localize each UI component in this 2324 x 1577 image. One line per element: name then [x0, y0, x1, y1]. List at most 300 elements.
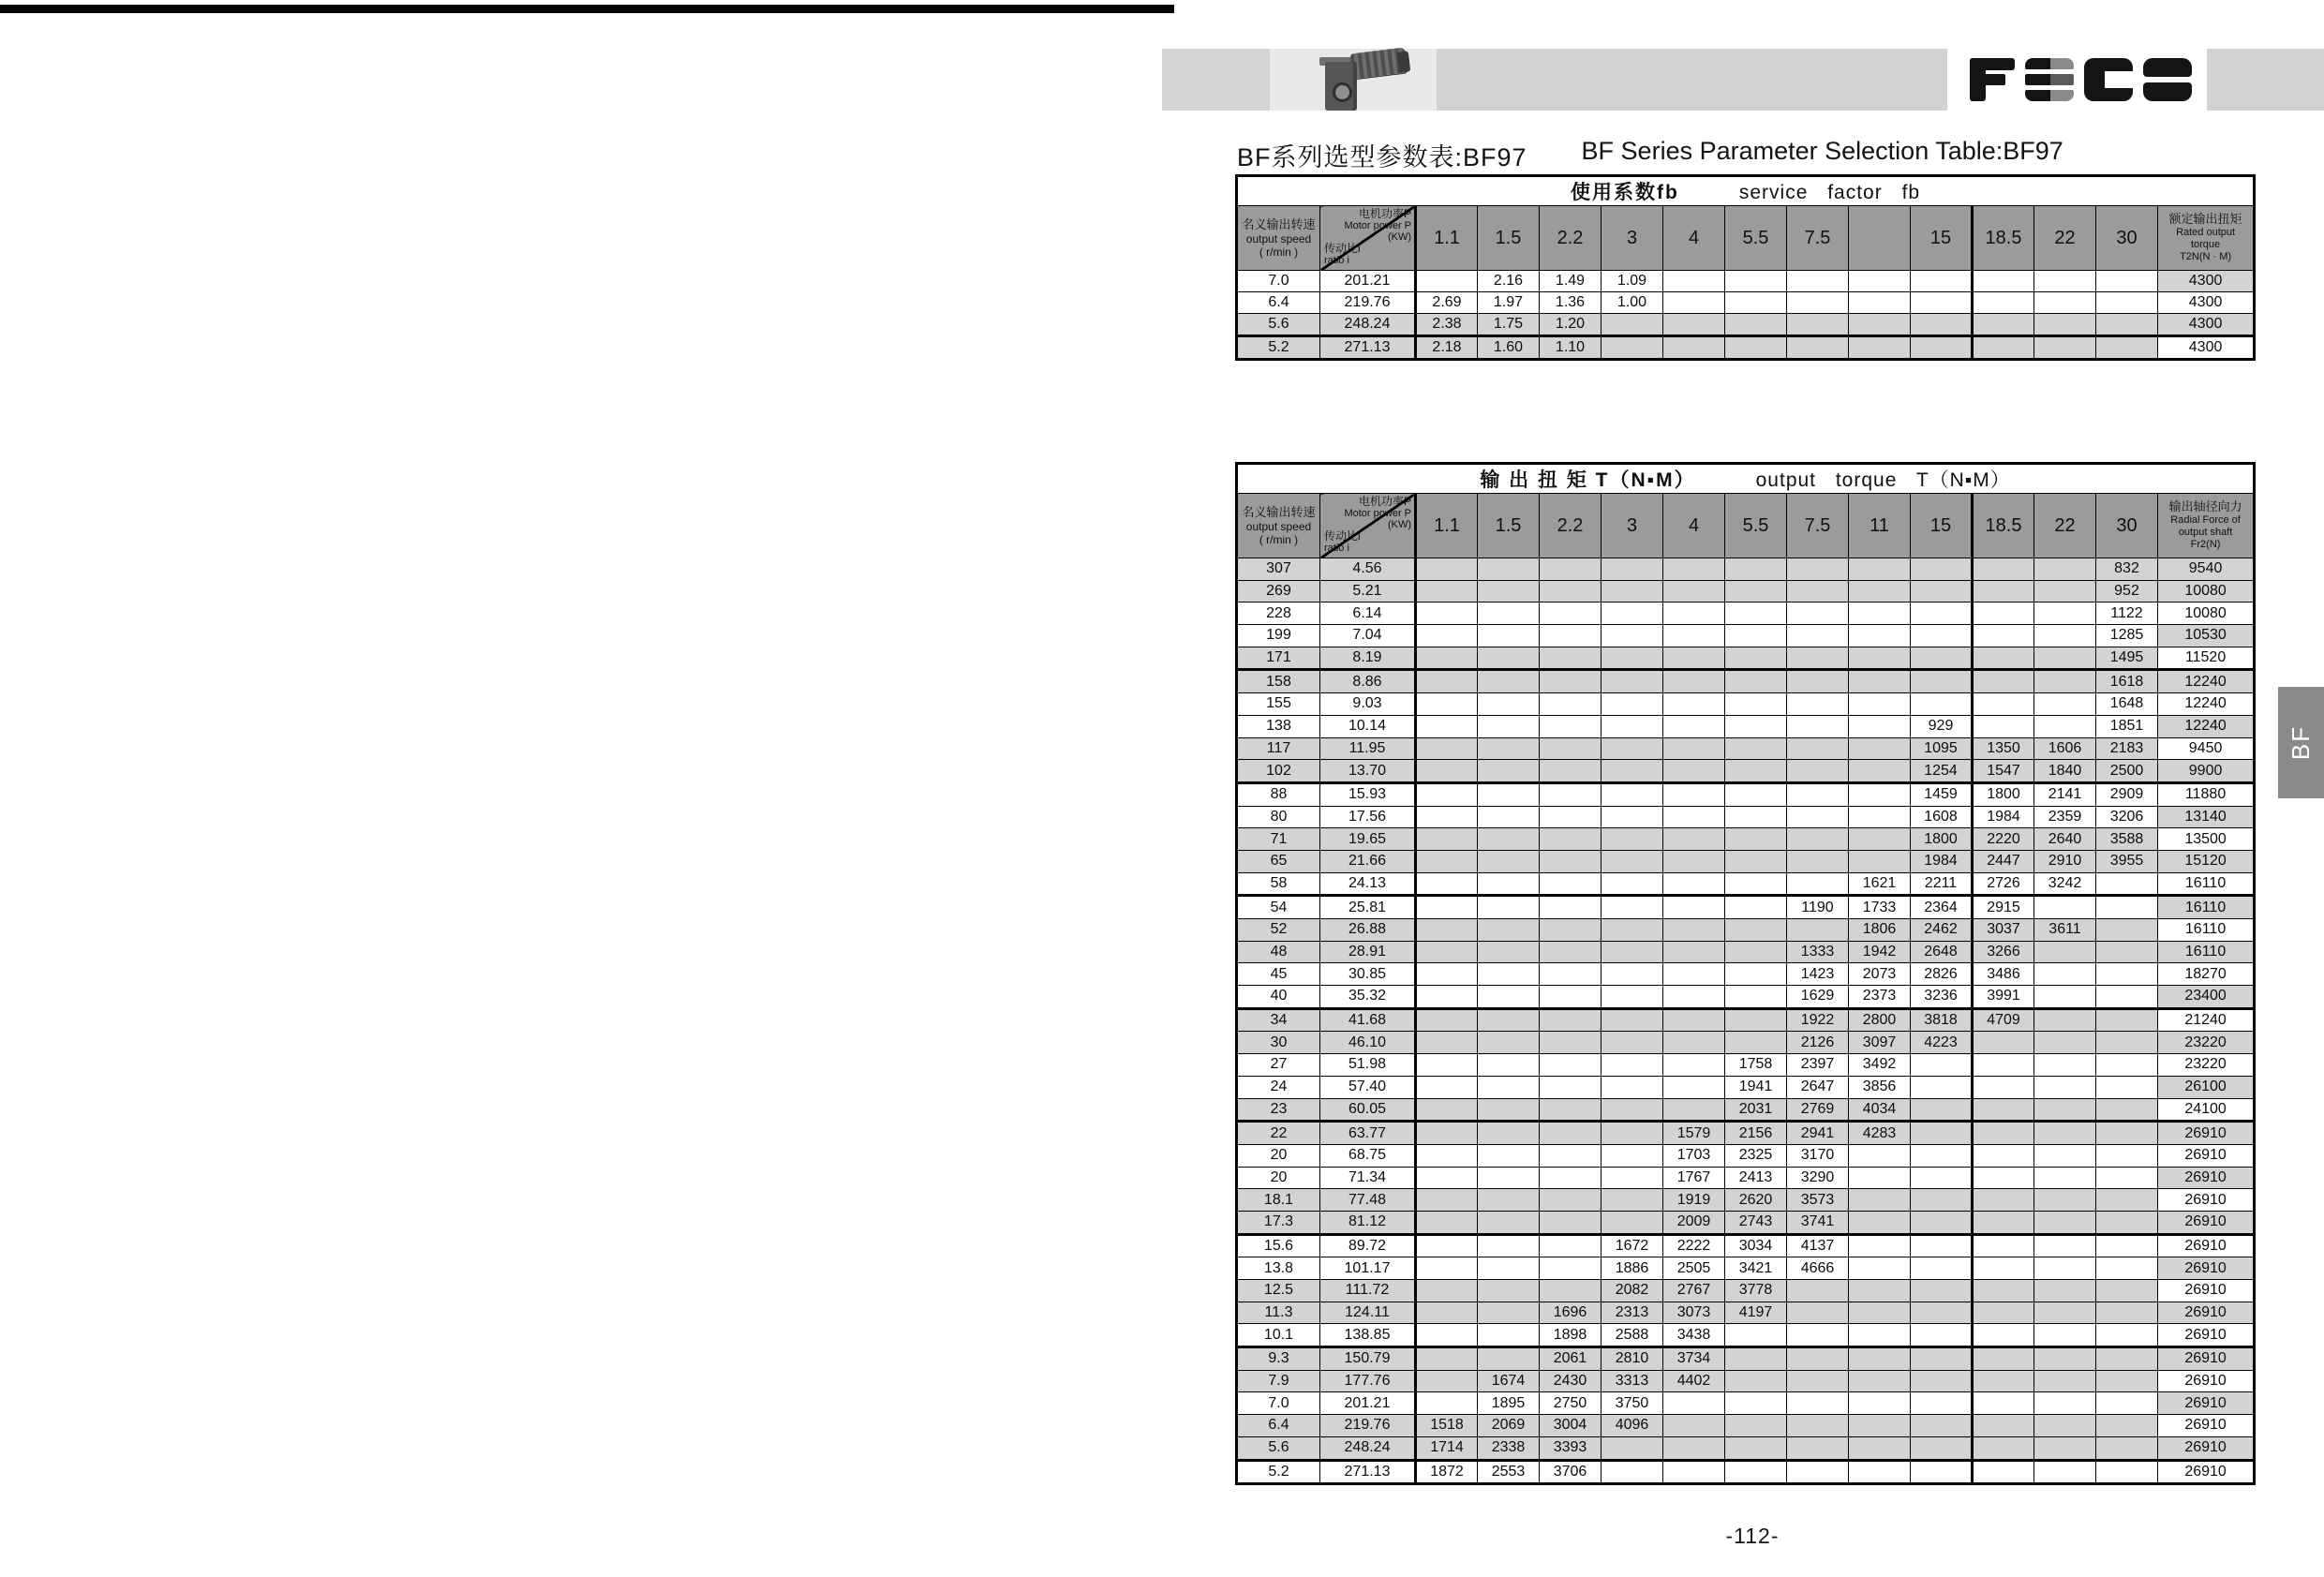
speed-cell: 102 — [1237, 760, 1320, 783]
last-value-cell: 21240 — [2158, 1008, 2255, 1032]
factor-value-cell — [1663, 1076, 1725, 1098]
speed-cell: 5.2 — [1237, 1460, 1320, 1484]
factor-value-cell — [1540, 1189, 1601, 1212]
scan-edge-artifact — [0, 5, 1174, 13]
factor-value-cell — [2034, 647, 2096, 670]
factor-value-cell — [2034, 1324, 2096, 1347]
factor-value-cell — [1416, 1280, 1478, 1302]
factor-value-cell: 3034 — [1725, 1234, 1787, 1257]
last-value-cell: 15120 — [2158, 850, 2255, 872]
factor-value-cell: 2553 — [1478, 1460, 1540, 1484]
factor-value-cell — [1849, 1460, 1911, 1484]
section-tab-label: BF — [2286, 724, 2315, 761]
speed-cell: 24 — [1237, 1076, 1320, 1098]
last-value-cell: 26910 — [2158, 1144, 2255, 1167]
feco-logo — [1970, 58, 2204, 101]
factor-value-cell: 2359 — [2034, 806, 2096, 828]
factor-value-cell: 1674 — [1478, 1370, 1540, 1392]
factor-header-5.5: 5.5 — [1725, 494, 1787, 558]
factor-value-cell — [1416, 850, 1478, 872]
factor-value-cell — [1540, 580, 1601, 603]
last-value-cell: 26910 — [2158, 1122, 2255, 1145]
factor-value-cell: 1703 — [1663, 1144, 1725, 1167]
factor-value-cell — [1601, 986, 1663, 1009]
table-row — [1237, 1370, 2255, 1392]
factor-value-cell — [1663, 647, 1725, 670]
table-row — [1237, 1347, 2255, 1371]
factor-value-cell: 1886 — [1601, 1257, 1663, 1280]
factor-header-11: 11 — [1849, 494, 1911, 558]
speed-cell: 65 — [1237, 850, 1320, 872]
factor-value-cell — [1478, 1324, 1540, 1347]
factor-value-cell — [1725, 558, 1787, 581]
factor-value-cell — [1478, 1054, 1540, 1077]
factor-value-cell: 3750 — [1601, 1392, 1663, 1415]
factor-value-cell: 2373 — [1849, 986, 1911, 1009]
rated-torque-header: 额定输出扭矩 Rated output torque T2N(N · M) — [2158, 206, 2255, 271]
factor-value-cell: 2.69 — [1416, 292, 1478, 314]
last-value-cell: 23220 — [2158, 1032, 2255, 1054]
factor-value-cell — [1416, 1257, 1478, 1280]
last-value-cell: 10080 — [2158, 603, 2255, 625]
factor-value-cell — [1416, 1324, 1478, 1347]
factor-value-cell: 4402 — [1663, 1370, 1725, 1392]
factor-value-cell: 3037 — [1973, 919, 2034, 942]
factor-value-cell — [1540, 850, 1601, 872]
table-row — [1237, 693, 2255, 716]
factor-value-cell: 1190 — [1787, 896, 1849, 919]
logo-letter-c — [2084, 58, 2133, 101]
speed-cell: 269 — [1237, 580, 1320, 603]
table-row — [1237, 1008, 2255, 1032]
factor-value-cell: 2430 — [1540, 1370, 1601, 1392]
factor-value-cell — [1911, 603, 1973, 625]
factor-value-cell — [1911, 1054, 1973, 1077]
factor-value-cell — [1416, 1189, 1478, 1212]
factor-value-cell — [1478, 737, 1540, 760]
last-value-cell: 16110 — [2158, 919, 2255, 942]
last-value-cell: 26910 — [2158, 1234, 2255, 1257]
factor-value-cell — [1478, 1076, 1540, 1098]
factor-value-cell — [1973, 1460, 2034, 1484]
table-row — [1237, 1392, 2255, 1415]
factor-value-cell — [1973, 603, 2034, 625]
table-row — [1237, 558, 2255, 581]
factor-value-cell: 3991 — [1973, 986, 2034, 1009]
factor-value-cell — [2034, 715, 2096, 737]
factor-value-cell: 1941 — [1725, 1076, 1787, 1098]
factor-value-cell — [1849, 558, 1911, 581]
factor-value-cell: 1.20 — [1540, 314, 1601, 336]
factor-value-cell — [1911, 1280, 1973, 1302]
factor-value-cell — [1911, 580, 1973, 603]
factor-value-cell — [1601, 760, 1663, 783]
factor-header-1.1: 1.1 — [1416, 494, 1478, 558]
factor-value-cell: 1840 — [2034, 760, 2096, 783]
factor-value-cell — [1849, 271, 1911, 292]
table-row — [1237, 1460, 2255, 1484]
band-title-row — [1237, 176, 2255, 206]
speed-cell: 171 — [1237, 647, 1320, 670]
factor-value-cell — [1478, 580, 1540, 603]
factor-value-cell — [2096, 1032, 2158, 1054]
factor-value-cell — [2096, 1415, 2158, 1437]
factor-value-cell: 2.16 — [1478, 271, 1540, 292]
ratio-cell: 68.75 — [1320, 1144, 1416, 1167]
speed-cell: 138 — [1237, 715, 1320, 737]
factor-value-cell: 1.60 — [1478, 336, 1540, 360]
factor-value-cell — [1725, 828, 1787, 851]
factor-value-cell — [1601, 1460, 1663, 1484]
table-row — [1237, 1144, 2255, 1167]
factor-value-cell: 1579 — [1663, 1122, 1725, 1145]
factor-value-cell: 2183 — [2096, 737, 2158, 760]
factor-value-cell — [2096, 1257, 2158, 1280]
factor-value-cell: 1.00 — [1601, 292, 1663, 314]
factor-value-cell — [1725, 919, 1787, 942]
factor-value-cell — [1911, 1144, 1973, 1167]
factor-value-cell — [1973, 314, 2034, 336]
factor-value-cell — [1849, 1415, 1911, 1437]
factor-value-cell — [1725, 580, 1787, 603]
factor-header-22: 22 — [2034, 494, 2096, 558]
factor-value-cell — [1478, 670, 1540, 693]
factor-value-cell — [1787, 715, 1849, 737]
factor-value-cell — [1973, 625, 2034, 647]
factor-value-cell — [1787, 580, 1849, 603]
last-value-cell: 26910 — [2158, 1415, 2255, 1437]
factor-value-cell: 1984 — [1911, 850, 1973, 872]
factor-value-cell: 3856 — [1849, 1076, 1911, 1098]
factor-value-cell — [1663, 1098, 1725, 1122]
factor-value-cell — [1911, 336, 1973, 360]
speed-cell: 45 — [1237, 963, 1320, 986]
factor-value-cell — [2034, 693, 2096, 716]
factor-value-cell: 1.09 — [1601, 271, 1663, 292]
factor-value-cell — [1849, 580, 1911, 603]
factor-value-cell: 2941 — [1787, 1122, 1849, 1145]
factor-value-cell — [1540, 1211, 1601, 1234]
factor-value-cell — [1849, 1189, 1911, 1212]
ratio-cell: 41.68 — [1320, 1008, 1416, 1032]
factor-value-cell: 2447 — [1973, 850, 2034, 872]
ratio-cell: 51.98 — [1320, 1054, 1416, 1077]
factor-value-cell — [1911, 314, 1973, 336]
speed-cell: 48 — [1237, 941, 1320, 963]
factor-value-cell — [1787, 336, 1849, 360]
factor-value-cell — [2096, 1122, 2158, 1145]
factor-value-cell — [1663, 1436, 1725, 1460]
factor-value-cell — [1787, 314, 1849, 336]
factor-value-cell: 3818 — [1911, 1008, 1973, 1032]
factor-value-cell — [1540, 806, 1601, 828]
speed-cell: 11.3 — [1237, 1302, 1320, 1324]
factor-value-cell — [1973, 647, 2034, 670]
factor-value-cell — [2096, 1370, 2158, 1392]
ratio-cell: 19.65 — [1320, 828, 1416, 851]
factor-value-cell — [1478, 806, 1540, 828]
factor-value-cell: 2640 — [2034, 828, 2096, 851]
factor-value-cell — [2096, 1436, 2158, 1460]
factor-value-cell — [2096, 1167, 2158, 1189]
factor-value-cell — [2034, 314, 2096, 336]
speed-cell: 88 — [1237, 782, 1320, 806]
factor-value-cell — [1416, 1211, 1478, 1234]
speed-cell: 7.9 — [1237, 1370, 1320, 1392]
factor-value-cell — [2096, 1054, 2158, 1077]
factor-value-cell — [2096, 1189, 2158, 1212]
factor-value-cell — [1787, 1436, 1849, 1460]
factor-value-cell: 2073 — [1849, 963, 1911, 986]
factor-value-cell — [1849, 1370, 1911, 1392]
factor-value-cell — [1601, 850, 1663, 872]
factor-value-cell: 4709 — [1973, 1008, 2034, 1032]
factor-value-cell — [1478, 1347, 1540, 1371]
factor-value-cell — [2096, 336, 2158, 360]
speed-cell: 22 — [1237, 1122, 1320, 1145]
factor-value-cell: 2767 — [1663, 1280, 1725, 1302]
table-row — [1237, 1211, 2255, 1234]
last-value-cell: 26910 — [2158, 1436, 2255, 1460]
factor-value-cell — [1911, 1392, 1973, 1415]
factor-value-cell — [1416, 760, 1478, 783]
factor-value-cell — [1973, 1032, 2034, 1054]
factor-value-cell — [1540, 1008, 1601, 1032]
factor-value-cell — [1416, 1392, 1478, 1415]
factor-value-cell: 1.36 — [1540, 292, 1601, 314]
factor-value-cell: 1767 — [1663, 1167, 1725, 1189]
factor-value-cell — [1973, 1302, 2034, 1324]
factor-value-cell: 2126 — [1787, 1032, 1849, 1054]
factor-value-cell — [2034, 896, 2096, 919]
factor-value-cell: 2220 — [1973, 828, 2034, 851]
last-value-cell: 26910 — [2158, 1347, 2255, 1371]
speed-cell: 20 — [1237, 1144, 1320, 1167]
factor-header-4: 4 — [1663, 206, 1725, 271]
factor-value-cell — [1601, 1054, 1663, 1077]
factor-value-cell — [1540, 558, 1601, 581]
factor-header-7.5: 7.5 — [1787, 206, 1849, 271]
service-factor-table-wrap — [1235, 174, 2256, 361]
factor-value-cell — [1478, 1122, 1540, 1145]
table-row — [1237, 715, 2255, 737]
table-row — [1237, 603, 2255, 625]
factor-value-cell: 1.10 — [1540, 336, 1601, 360]
table-row — [1237, 1415, 2255, 1437]
factor-value-cell: 2325 — [1725, 1144, 1787, 1167]
factor-value-cell: 3290 — [1787, 1167, 1849, 1189]
last-value-cell: 26910 — [2158, 1302, 2255, 1324]
factor-value-cell: 2.18 — [1416, 336, 1478, 360]
factor-value-cell — [2034, 1347, 2096, 1371]
factor-value-cell — [1663, 580, 1725, 603]
factor-value-cell — [1849, 314, 1911, 336]
factor-value-cell — [1601, 647, 1663, 670]
factor-value-cell — [1663, 670, 1725, 693]
factor-value-cell — [1478, 625, 1540, 647]
factor-value-cell — [1663, 1032, 1725, 1054]
factor-value-cell — [2096, 963, 2158, 986]
factor-value-cell: 2338 — [1478, 1436, 1540, 1460]
ratio-cell: 57.40 — [1320, 1076, 1416, 1098]
factor-value-cell — [1725, 737, 1787, 760]
factor-value-cell — [1478, 715, 1540, 737]
output-torque-table — [1235, 462, 2256, 1485]
factor-value-cell: 1333 — [1787, 941, 1849, 963]
factor-value-cell: 2726 — [1973, 872, 2034, 896]
factor-value-cell — [1787, 872, 1849, 896]
factor-value-cell — [1787, 737, 1849, 760]
factor-value-cell — [2034, 271, 2096, 292]
factor-header-18.5: 18.5 — [1973, 206, 2034, 271]
factor-value-cell — [1725, 941, 1787, 963]
factor-value-cell: 3611 — [2034, 919, 2096, 942]
factor-value-cell — [1601, 919, 1663, 942]
table-row — [1237, 1280, 2255, 1302]
factor-value-cell — [1540, 1076, 1601, 1098]
factor-value-cell — [1478, 1302, 1540, 1324]
factor-value-cell: 1872 — [1416, 1460, 1478, 1484]
factor-value-cell — [1849, 1392, 1911, 1415]
speed-cell: 7.0 — [1237, 1392, 1320, 1415]
factor-value-cell: 1898 — [1540, 1324, 1601, 1347]
factor-value-cell: 1423 — [1787, 963, 1849, 986]
power-ratio-corner-header: 电机功率P Motor power P (KW) 传动比i ratio i — [1320, 206, 1416, 271]
factor-value-cell — [1416, 1234, 1478, 1257]
last-value-cell: 16110 — [2158, 872, 2255, 896]
factor-value-cell: 2462 — [1911, 919, 1973, 942]
factor-value-cell — [1911, 693, 1973, 716]
factor-value-cell — [1787, 625, 1849, 647]
factor-value-cell — [1725, 872, 1787, 896]
factor-value-cell: 3588 — [2096, 828, 2158, 851]
factor-header-4: 4 — [1663, 494, 1725, 558]
ratio-cell: 89.72 — [1320, 1234, 1416, 1257]
factor-header-1.5: 1.5 — [1478, 494, 1540, 558]
factor-value-cell: 3097 — [1849, 1032, 1911, 1054]
factor-value-cell — [1787, 1370, 1849, 1392]
factor-value-cell — [1849, 625, 1911, 647]
table-row — [1237, 941, 2255, 963]
factor-value-cell — [1601, 1032, 1663, 1054]
factor-value-cell — [1973, 1415, 2034, 1437]
speed-cell: 6.4 — [1237, 292, 1320, 314]
factor-value-cell — [1849, 760, 1911, 783]
factor-value-cell — [2034, 963, 2096, 986]
table-row — [1237, 647, 2255, 670]
factor-value-cell: 3242 — [2034, 872, 2096, 896]
factor-value-cell — [1849, 715, 1911, 737]
factor-value-cell — [1911, 1324, 1973, 1347]
factor-value-cell — [1725, 1460, 1787, 1484]
ratio-cell: 63.77 — [1320, 1122, 1416, 1145]
factor-value-cell — [2034, 1302, 2096, 1324]
factor-value-cell — [1849, 1347, 1911, 1371]
factor-value-cell: 1.75 — [1478, 314, 1540, 336]
factor-value-cell — [1787, 271, 1849, 292]
last-value-cell: 10530 — [2158, 625, 2255, 647]
factor-value-cell: 1922 — [1787, 1008, 1849, 1032]
factor-value-cell: 3778 — [1725, 1280, 1787, 1302]
speed-cell: 20 — [1237, 1167, 1320, 1189]
factor-value-cell: 2069 — [1478, 1415, 1540, 1437]
factor-value-cell — [1540, 715, 1601, 737]
factor-value-cell — [1663, 1415, 1725, 1437]
factor-value-cell — [1540, 603, 1601, 625]
ratio-cell: 101.17 — [1320, 1257, 1416, 1280]
speed-cell: 13.8 — [1237, 1257, 1320, 1280]
table-row — [1237, 670, 2255, 693]
service-factor-table — [1235, 174, 2256, 361]
factor-value-cell: 2500 — [2096, 760, 2158, 783]
factor-value-cell — [1416, 625, 1478, 647]
factor-header-22: 22 — [2034, 206, 2096, 271]
speed-cell: 5.2 — [1237, 336, 1320, 360]
factor-value-cell — [2034, 1122, 2096, 1145]
factor-value-cell — [1911, 1076, 1973, 1098]
factor-value-cell — [1601, 693, 1663, 716]
factor-value-cell — [1973, 1392, 2034, 1415]
factor-value-cell — [1973, 558, 2034, 581]
factor-value-cell — [2034, 1280, 2096, 1302]
last-value-cell: 26910 — [2158, 1189, 2255, 1212]
ratio-cell: 35.32 — [1320, 986, 1416, 1009]
factor-value-cell — [1663, 986, 1725, 1009]
factor-value-cell — [1478, 896, 1540, 919]
factor-value-cell — [2034, 1436, 2096, 1460]
band-title-zh: 使用系数fb — [1571, 182, 1679, 203]
factor-value-cell — [2034, 1189, 2096, 1212]
band-title-zh: 输 出 扭 矩 T（N▪M） — [1480, 469, 1696, 491]
factor-value-cell — [1849, 336, 1911, 360]
header-band-segment — [1162, 49, 1270, 111]
factor-value-cell: 4283 — [1849, 1122, 1911, 1145]
factor-value-cell — [1725, 1415, 1787, 1437]
last-value-cell: 16110 — [2158, 941, 2255, 963]
column-header-row — [1237, 206, 2255, 271]
factor-value-cell: 2364 — [1911, 896, 1973, 919]
speed-cell: 7.0 — [1237, 271, 1320, 292]
speed-cell: 9.3 — [1237, 1347, 1320, 1371]
factor-value-cell — [1725, 1370, 1787, 1392]
factor-value-cell: 3170 — [1787, 1144, 1849, 1167]
speed-cell: 15.6 — [1237, 1234, 1320, 1257]
speed-cell: 6.4 — [1237, 1415, 1320, 1437]
factor-value-cell: 1.97 — [1478, 292, 1540, 314]
factor-value-cell — [1601, 1144, 1663, 1167]
speed-cell: 117 — [1237, 737, 1320, 760]
ratio-cell: 248.24 — [1320, 1436, 1416, 1460]
factor-value-cell — [2034, 1257, 2096, 1280]
factor-value-cell — [1478, 828, 1540, 851]
last-value-cell: 9900 — [2158, 760, 2255, 783]
factor-value-cell: 2588 — [1601, 1324, 1663, 1347]
factor-value-cell — [2096, 1460, 2158, 1484]
table-row — [1237, 1098, 2255, 1122]
last-value-cell: 12240 — [2158, 670, 2255, 693]
factor-value-cell: 1495 — [2096, 647, 2158, 670]
factor-value-cell — [2034, 603, 2096, 625]
speed-cell: 155 — [1237, 693, 1320, 716]
last-value-cell: 13140 — [2158, 806, 2255, 828]
factor-value-cell: 929 — [1911, 715, 1973, 737]
factor-value-cell — [1540, 1054, 1601, 1077]
page-number: -112- — [1725, 1524, 1780, 1548]
factor-value-cell — [1849, 1257, 1911, 1280]
factor-value-cell — [1787, 1392, 1849, 1415]
last-value-cell: 18270 — [2158, 963, 2255, 986]
factor-value-cell — [1601, 896, 1663, 919]
